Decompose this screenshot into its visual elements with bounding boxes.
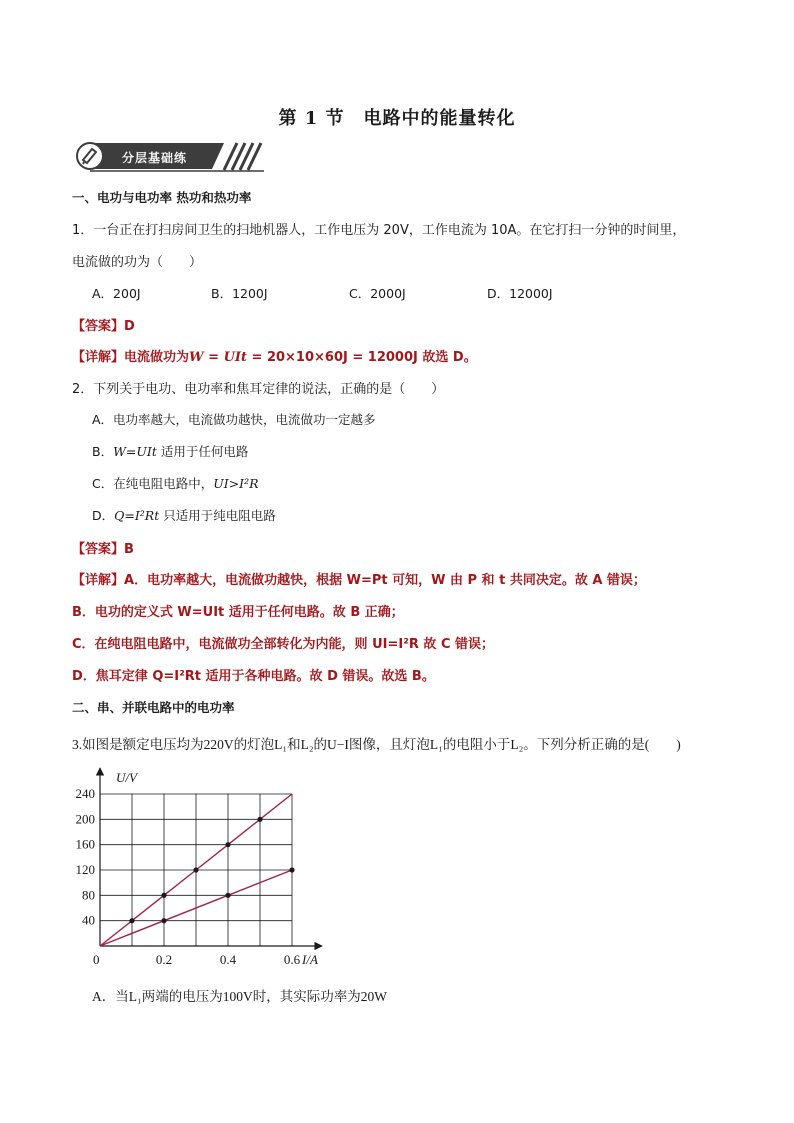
q2-stem: 2．下列关于电功、电功率和焦耳定律的说法，正确的是（ ）: [72, 382, 445, 397]
q2-detail-line4: D．焦耳定律 Q=I²Rt 适用于各种电路。故 D 错误。故选 B。: [72, 669, 435, 684]
x-tick-label: 0.6: [283, 952, 301, 967]
y-axis-label: U/V: [116, 770, 137, 785]
q2-detail-line1: 【详解】A．电功率越大，电流做功越快，根据 W=Pt 可知，W 由 P 和 t 共同决定。故 A 错误；: [72, 573, 646, 588]
y-tick-label: 40: [82, 912, 95, 928]
page-title: 第 1 节 电路中的能量转化: [278, 108, 516, 129]
q1-option-a: A．200J: [92, 286, 141, 301]
data-point: [129, 918, 134, 923]
data-point: [289, 867, 294, 872]
y-tick-label: 240: [75, 786, 95, 801]
banner-label: 分层基础练: [122, 151, 188, 165]
q1-stem-line2: 电流做的功为（ ）: [72, 255, 203, 270]
y-tick-label: 160: [75, 836, 95, 852]
q2-option-a: A．电功率越大，电流做功越快，电流做功一定越多: [92, 412, 376, 427]
x-tick-label: 0.2: [155, 952, 173, 967]
y-tick-label: 200: [75, 811, 95, 827]
q1-option-c: C．2000J: [349, 286, 406, 301]
data-point: [161, 918, 166, 923]
q1-answer: 【答案】D: [72, 319, 135, 334]
q2-option-d: D．Q=I²Rt 只适用于纯电阻电路: [92, 508, 276, 523]
y-tick-label: 120: [75, 862, 95, 877]
data-point: [225, 893, 230, 898]
q1-stem-line1: 1．一台正在打扫房间卫生的扫地机器人，工作电压为 20V，工作电流为 10A。在它打扫一分钟的时间里，: [72, 223, 686, 238]
q3-option-a: A．当L₁两端的电压为100V时，其实际功率为20W: [92, 989, 387, 1004]
data-point: [257, 817, 262, 822]
data-point: [193, 867, 198, 872]
q2-answer: 【答案】B: [72, 542, 134, 557]
q3-stem: 3.如图是额定电压均为220V的灯泡L₁和L₂的U−I图像，且灯泡L₁的电阻小于L₂。下列分析正确的是( ): [72, 737, 681, 752]
data-point: [225, 842, 230, 847]
data-point: [161, 893, 166, 898]
x-tick-label: 0.4: [219, 952, 237, 967]
x-axis-label: I/A: [302, 952, 318, 967]
q2-option-c: C．在纯电阻电路中，UI>I²R: [92, 476, 259, 491]
q2-option-b: B．W=UIt 适用于任何电路: [92, 444, 249, 459]
q2-detail-line3: C．在纯电阻电路中，电流做功全部转化为内能，则 UI=I²R 故 C 错误；: [72, 637, 495, 652]
q1-option-d: D．12000J: [487, 286, 553, 301]
section-heading-1: 一、电功与电功率 热功和热功率: [72, 190, 252, 205]
origin-label: 0: [93, 952, 100, 967]
section-heading-2: 二、串、并联电路中的电功率: [72, 700, 235, 715]
q1-detail: 【详解】电流做功为W = UIt = 20×10×60J = 12000J 故选 D。: [72, 350, 477, 365]
u-i-chart: [60, 762, 350, 974]
q2-detail-line2: B．电功的定义式 W=UIt 适用于任何电路。故 B 正确；: [72, 605, 404, 620]
y-tick-label: 80: [82, 887, 95, 903]
q1-option-b: B．1200J: [211, 286, 268, 301]
